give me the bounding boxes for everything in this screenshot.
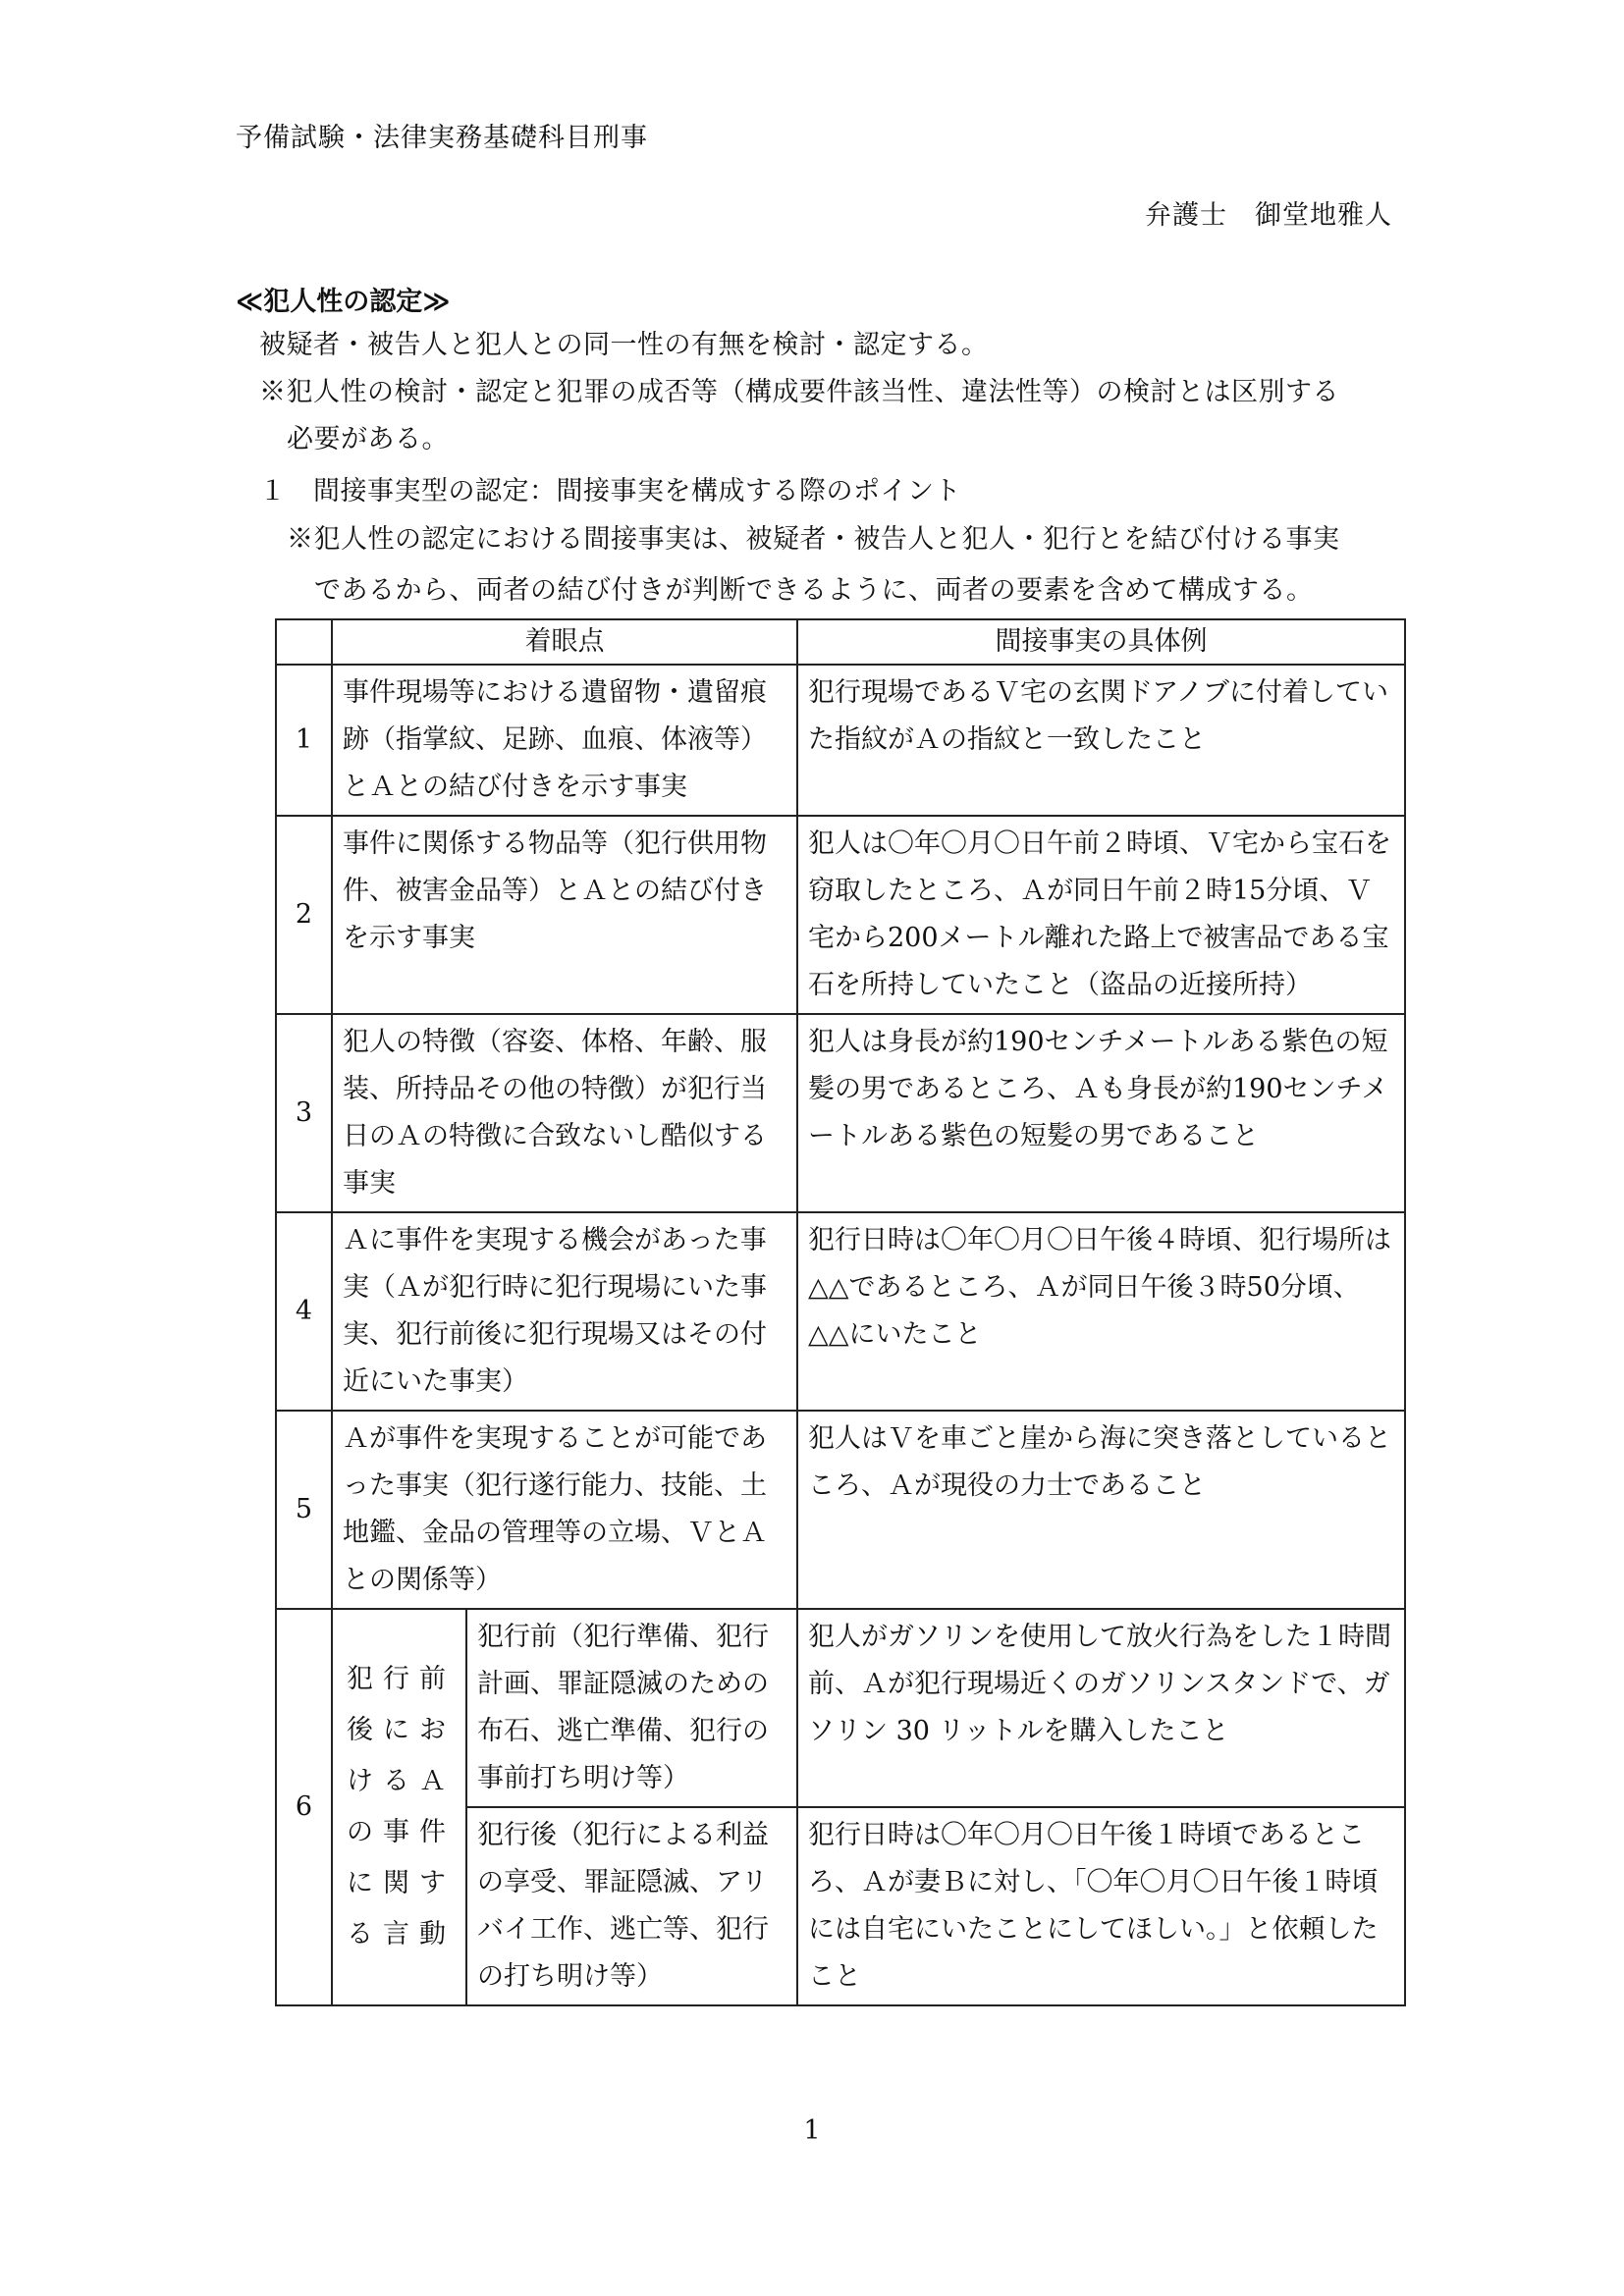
subsection-title: １ 間接事実型の認定：間接事実を構成する際のポイント: [259, 476, 961, 507]
row-focus: 犯人の特徴（容姿、体格、年齢、服装、所持品その他の特徴）が犯行当日のＡの特徴に合致ないし酷似する事実: [332, 1014, 797, 1212]
header-number: [276, 619, 332, 665]
row-focus: Ａが事件を実現することが可能であった事実（犯行遂行能力、技能、土地鑑、金品の管理等の立場、ＶとＡとの関係等）: [332, 1411, 797, 1609]
header-example: 間接事実の具体例: [797, 619, 1405, 665]
row-example: 犯人は〇年〇月〇日午前２時頃、Ｖ宅から宝石を窃取したところ、Ａが同日午前２時15分頃、Ｖ宅から200メートル離れた路上で被害品である宝石を所持していたこと（盗品の近接所持）: [797, 816, 1405, 1014]
table-row: [276, 1014, 1405, 1212]
row-focus-after: 犯行後（犯行による利益の享受、罪証隠滅、アリバイ工作、逃亡等、犯行の打ち明け等）: [466, 1807, 797, 2005]
row-number: 3: [276, 1014, 332, 1212]
table-row: [276, 1609, 1405, 1807]
subsection-note-line1: ※犯人性の認定における間接事実は、被疑者・被告人と犯人・犯行とを結び付ける事実: [287, 524, 1340, 555]
author-name: 弁護士 御堂地雅人: [1145, 200, 1392, 231]
row-number: 5: [276, 1411, 332, 1609]
table-row: [276, 1411, 1405, 1609]
row-focus: 事件に関係する物品等（犯行供用物件、被害金品等）とＡとの結び付きを示す事実: [332, 816, 797, 1014]
row-example: 犯行現場であるＶ宅の玄関ドアノブに付着していた指紋がＡの指紋と一致したこと: [797, 665, 1405, 816]
row-example: 犯行日時は〇年〇月〇日午後４時頃、犯行場所は△△であるところ、Ａが同日午後３時50分頃、△△にいたこと: [797, 1212, 1405, 1411]
row-subject: 犯行前後におけるＡの事件に関する言動: [332, 1609, 466, 2005]
note-paragraph-line1: ※犯人性の検討・認定と犯罪の成否等（構成要件該当性、違法性等）の検討とは区別する: [259, 377, 1339, 407]
row-example: 犯人は身長が約190センチメートルある紫色の短髪の男であるところ、Ａも身長が約190センチメートルある紫色の短髪の男であること: [797, 1014, 1405, 1212]
row-number: 1: [276, 665, 332, 816]
row-example: 犯人はＶを車ごと崖から海に突き落としているところ、Ａが現役の力士であること: [797, 1411, 1405, 1609]
note-paragraph-line2: 必要がある。: [287, 424, 449, 454]
row-focus: Ａに事件を実現する機会があった事実（Ａが犯行時に犯行現場にいた事実、犯行前後に犯行現場又はその付近にいた事実）: [332, 1212, 797, 1411]
course-title: 予備試験・法律実務基礎科目刑事: [236, 123, 648, 153]
table-row: [276, 665, 1405, 816]
row-example-after: 犯行日時は〇年〇月〇日午後１時頃であるところ、Ａが妻Ｂに対し、「〇年〇月〇日午後１時頃には自宅にいたことにしてほしい。」と依頼したこと: [797, 1807, 1405, 2005]
table-row: [276, 1212, 1405, 1411]
row-focus-before: 犯行前（犯行準備、犯行計画、罪証隠滅のための布石、逃亡準備、犯行の事前打ち明け等）: [466, 1609, 797, 1807]
table-row: [276, 816, 1405, 1014]
header-focus: 着眼点: [332, 619, 797, 665]
indirect-facts-table: [275, 618, 1406, 2006]
section-title: ≪犯人性の認定≫: [236, 287, 451, 317]
subsection-note-line2: であるから、両者の結び付きが判断できるように、両者の要素を含めて構成する。: [314, 575, 1314, 606]
row-number: 2: [276, 816, 332, 1014]
intro-paragraph: 被疑者・被告人と犯人との同一性の有無を検討・認定する。: [259, 330, 989, 360]
row-number: 4: [276, 1212, 332, 1411]
row-number: 6: [276, 1609, 332, 2005]
page-number: 1: [803, 2115, 821, 2146]
row-example-before: 犯人がガソリンを使用して放火行為をした１時間前、Ａが犯行現場近くのガソリンスタンドで、ガソリン 30 リットルを購入したこと: [797, 1609, 1405, 1807]
table-header-row: [276, 619, 1405, 665]
row-focus: 事件現場等における遺留物・遺留痕跡（指掌紋、足跡、血痕、体液等）とＡとの結び付きを示す事実: [332, 665, 797, 816]
